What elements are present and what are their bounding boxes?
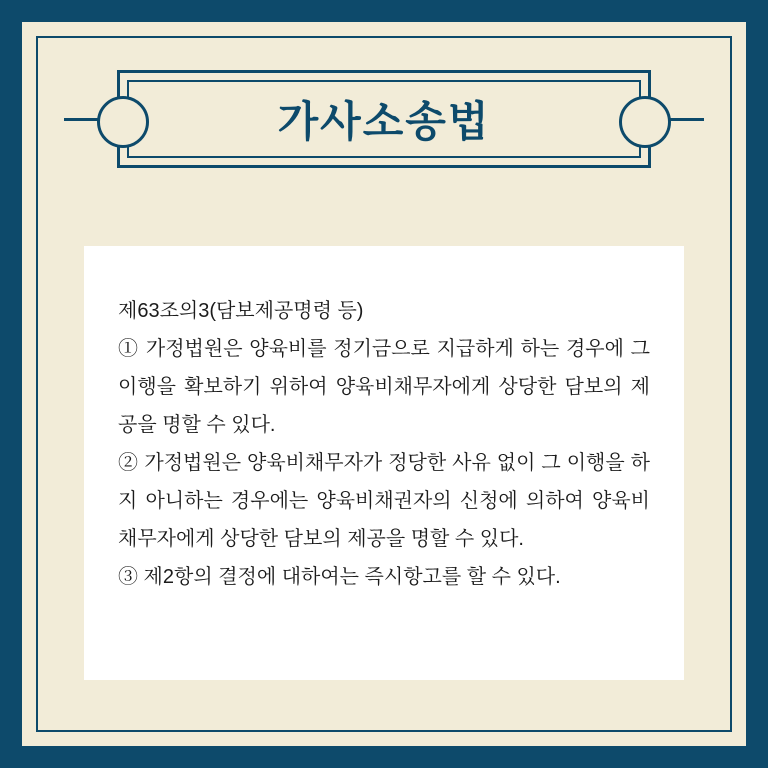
article-heading: 제63조의3(담보제공명령 등)	[118, 300, 364, 322]
article-clause-2: ② 가정법원은 양육비채무자가 정당한 사유 없이 그 이행을 하지 아니하는 경우에는 양육비채권자의 신청에 의하여 양육비채무자에게 상당한 담보의 제공을 명할 수 있다.	[118, 452, 650, 550]
title-banner-area	[22, 64, 746, 174]
ribbon-bar-left	[64, 118, 98, 121]
article-clause-3: ③ 제2항의 결정에 대하여는 즉시항고를 할 수 있다.	[118, 566, 561, 588]
ribbon-end-right-icon	[619, 96, 671, 148]
ribbon-bar-right	[670, 118, 704, 121]
article-clause-1: ① 가정법원은 양육비를 정기금으로 지급하게 하는 경우에 그 이행을 확보하기 위하여 양육비채무자에게 상당한 담보의 제공을 명할 수 있다.	[118, 338, 650, 436]
page-title: 가사소송법	[277, 98, 491, 145]
document-sheet	[84, 246, 684, 680]
cream-panel	[22, 22, 746, 746]
ribbon-end-left-icon	[97, 96, 149, 148]
title-banner	[117, 70, 651, 168]
